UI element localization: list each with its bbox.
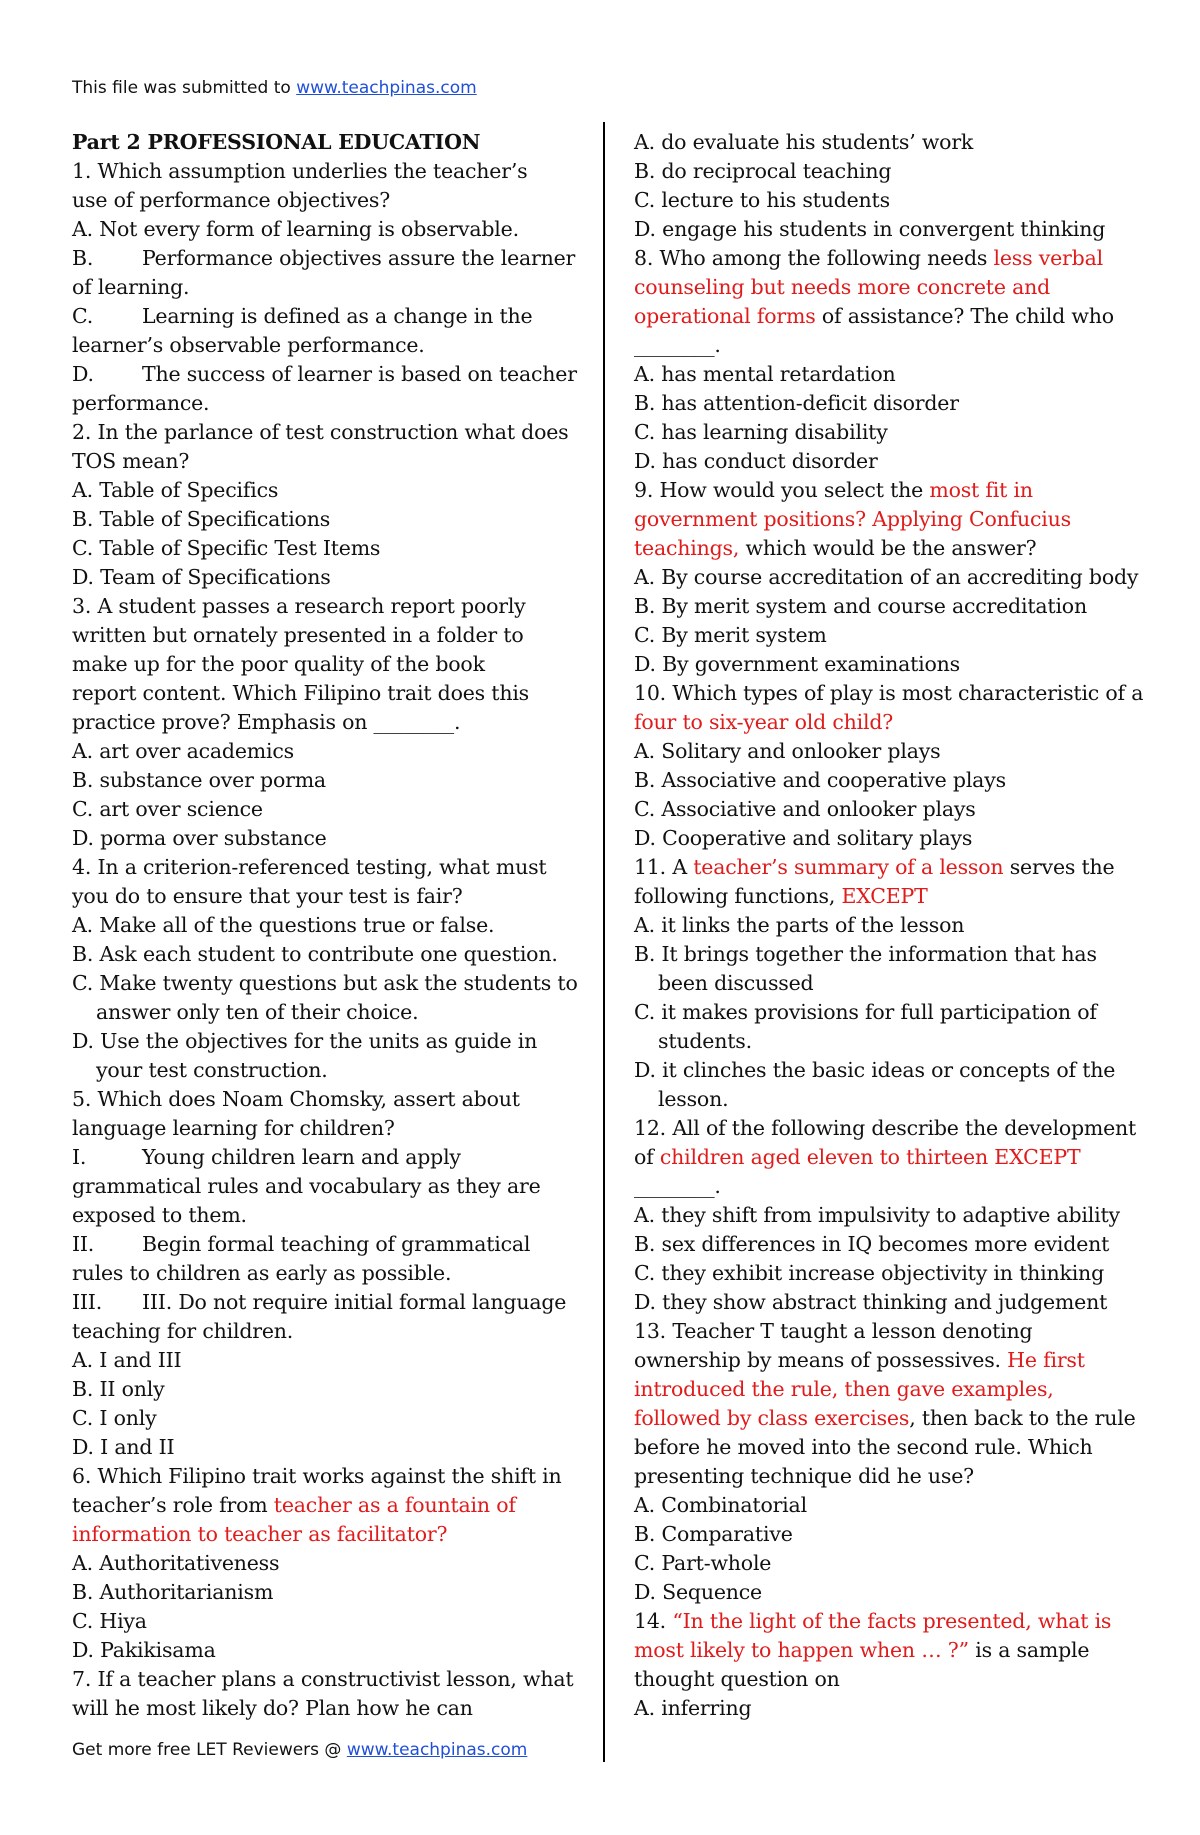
- highlighted-text: less verbal: [993, 246, 1103, 270]
- text-line: [72, 1433, 572, 1462]
- item-marker: I.: [72, 1145, 87, 1169]
- item-marker: C.: [72, 304, 94, 328]
- line-text: C. they exhibit increase objectivity in thinking: [634, 1261, 1104, 1285]
- line-text: B. Associative and cooperative plays: [634, 768, 1006, 792]
- highlighted-text: “In the light of the facts presented, what is: [672, 1609, 1112, 1633]
- text-line: [634, 186, 1154, 215]
- line-text: III. Do not require initial formal language: [142, 1290, 567, 1314]
- highlighted-text: teacher’s summary of a lesson: [693, 855, 1004, 879]
- highlighted-text: counseling but needs more concrete and: [634, 275, 1051, 299]
- right-column: [634, 128, 1154, 1723]
- line-text: D. I and II: [72, 1435, 175, 1459]
- text-line: [634, 940, 1154, 969]
- left-column: [72, 128, 578, 1723]
- line-text: teaching for children.: [72, 1319, 294, 1343]
- text-line: [72, 853, 572, 882]
- text-line: [72, 1491, 572, 1520]
- line-text: A. Combinatorial: [634, 1493, 807, 1517]
- line-text: B. Table of Specifications: [72, 507, 331, 531]
- text-line: [72, 1143, 572, 1172]
- line-text: presenting technique did he use?: [634, 1464, 974, 1488]
- text-line: [72, 882, 572, 911]
- line-text: ________.: [634, 333, 721, 357]
- text-line: [72, 476, 572, 505]
- line-text: A. do evaluate his students’ work: [634, 130, 974, 154]
- text-line: [634, 1259, 1154, 1288]
- line-text: 3. A student passes a research report poorly: [72, 594, 526, 618]
- line-text: C. Table of Specific Test Items: [72, 536, 381, 560]
- line-text: exposed to them.: [72, 1203, 247, 1227]
- highlighted-text: government positions? Applying Confucius: [634, 507, 1071, 531]
- text-line: [634, 1201, 1154, 1230]
- line-text: 9. How would you select the: [634, 478, 930, 502]
- text-line: [72, 1578, 572, 1607]
- text-line: [634, 1462, 1154, 1491]
- line-text: 8. Who among the following needs: [634, 246, 994, 270]
- page-footer: [72, 1740, 527, 1760]
- text-line: [72, 1230, 572, 1259]
- text-line: [72, 1665, 572, 1694]
- item-marker: III.: [72, 1290, 103, 1314]
- line-text: , then back to the rule: [909, 1406, 1136, 1430]
- text-line: [634, 766, 1154, 795]
- line-text: D. Pakikisama: [72, 1638, 216, 1662]
- text-line: [72, 592, 572, 621]
- line-text: Learning is defined as a change in the: [142, 304, 533, 328]
- text-line: [72, 737, 572, 766]
- highlighted-text: information to teacher as facilitator?: [72, 1522, 448, 1546]
- line-text: thought question on: [634, 1667, 840, 1691]
- line-text: C. has learning disability: [634, 420, 888, 444]
- text-line: [634, 1549, 1154, 1578]
- line-text: TOS mean?: [72, 449, 190, 473]
- line-text: B. Ask each student to contribute one question.: [72, 942, 558, 966]
- line-text: A. has mental retardation: [634, 362, 896, 386]
- line-text: D. By government examinations: [634, 652, 961, 676]
- text-line: [72, 824, 572, 853]
- highlighted-text: children aged eleven to thirteen EXCEPT: [659, 1145, 1081, 1169]
- line-text: 6. Which Filipino trait works against the shift in: [72, 1464, 562, 1488]
- line-text: report content. Which Filipino trait does this: [72, 681, 530, 705]
- text-line: [634, 1114, 1154, 1143]
- line-text: C. I only: [72, 1406, 157, 1430]
- text-line: [634, 360, 1154, 389]
- text-line: [634, 795, 1154, 824]
- highlighted-text: most fit in: [929, 478, 1033, 502]
- text-line: [634, 1375, 1154, 1404]
- text-line: [72, 1346, 572, 1375]
- footer-text: Get more free LET Reviewers @: [72, 1740, 347, 1760]
- line-text: C. Make twenty questions but ask the students to: [72, 971, 578, 995]
- text-line: [72, 1056, 572, 1085]
- text-line: [72, 1114, 572, 1143]
- text-line: [634, 389, 1154, 418]
- line-text: answer only ten of their choice.: [96, 1000, 419, 1024]
- line-text: Young children learn and apply: [142, 1145, 461, 1169]
- text-line: [634, 1665, 1154, 1694]
- text-line: [72, 302, 572, 331]
- text-line: [72, 563, 572, 592]
- line-text: D. engage his students in convergent thinking: [634, 217, 1106, 241]
- line-text: 14.: [634, 1609, 673, 1633]
- text-line: [634, 853, 1154, 882]
- text-line: [72, 418, 572, 447]
- text-line: [72, 1201, 572, 1230]
- line-text: D. it clinches the basic ideas or concepts of the: [634, 1058, 1116, 1082]
- line-text: B. substance over porma: [72, 768, 326, 792]
- text-line: [634, 1520, 1154, 1549]
- footer-link[interactable]: www.teachpinas.com: [346, 1740, 528, 1760]
- line-text: A. I and III: [72, 1348, 182, 1372]
- text-line: [72, 331, 572, 360]
- text-line: [634, 157, 1154, 186]
- text-line: [72, 1317, 572, 1346]
- text-line: [634, 1433, 1154, 1462]
- text-line: [72, 795, 572, 824]
- line-text: 13. Teacher T taught a lesson denoting: [634, 1319, 1033, 1343]
- header-text: This file was submitted to: [72, 78, 297, 98]
- line-text: Part 2 PROFESSIONAL EDUCATION: [72, 130, 481, 154]
- text-line: [72, 1694, 572, 1723]
- text-line: [634, 1491, 1154, 1520]
- text-line: [72, 1404, 572, 1433]
- line-text: Performance objectives assure the learner: [142, 246, 576, 270]
- line-text: written but ornately presented in a folder to: [72, 623, 524, 647]
- text-line: [72, 1172, 572, 1201]
- line-text: B. has attention-deficit disorder: [634, 391, 959, 415]
- text-line: [72, 128, 572, 157]
- line-text: B. II only: [72, 1377, 165, 1401]
- text-line: [72, 447, 572, 476]
- text-line: [72, 360, 577, 389]
- line-text: rules to children as early as possible.: [72, 1261, 452, 1285]
- text-line: [72, 273, 572, 302]
- line-text: your test construction.: [96, 1058, 328, 1082]
- text-line: [72, 534, 572, 563]
- line-text: C. Part-whole: [634, 1551, 772, 1575]
- text-line: [634, 563, 1154, 592]
- line-text: B. do reciprocal teaching: [634, 159, 892, 183]
- line-text: students.: [658, 1029, 752, 1053]
- line-text: 12. All of the following describe the development: [634, 1116, 1137, 1140]
- text-line: [72, 215, 572, 244]
- line-text: D. Cooperative and solitary plays: [634, 826, 973, 850]
- line-text: D. has conduct disorder: [634, 449, 878, 473]
- text-line: [72, 766, 572, 795]
- line-text: been discussed: [658, 971, 814, 995]
- text-line: [634, 621, 1154, 650]
- text-line: [634, 476, 1154, 505]
- highlighted-text: operational forms: [634, 304, 816, 328]
- line-text: D. they show abstract thinking and judgement: [634, 1290, 1108, 1314]
- text-line: [72, 1462, 572, 1491]
- text-line: [634, 998, 1154, 1027]
- text-line: [634, 650, 1154, 679]
- line-text: B. sex differences in IQ becomes more evident: [634, 1232, 1110, 1256]
- text-line: [634, 1172, 1154, 1201]
- line-text: will he most likely do? Plan how he can: [72, 1696, 473, 1720]
- line-text: D. Use the objectives for the units as guide in: [72, 1029, 538, 1053]
- text-line: [72, 1027, 572, 1056]
- text-line: [634, 1230, 1154, 1259]
- text-line: [72, 157, 572, 186]
- highlighted-text: He first: [1007, 1348, 1085, 1372]
- text-line: [72, 505, 572, 534]
- text-line: [72, 679, 572, 708]
- text-line: [72, 969, 578, 998]
- text-line: [634, 302, 1154, 331]
- text-line: [72, 1375, 572, 1404]
- text-line: [634, 1346, 1154, 1375]
- line-text: 4. In a criterion-referenced testing, what must: [72, 855, 547, 879]
- text-line: [72, 1288, 572, 1317]
- line-text: of: [634, 1145, 660, 1169]
- highlighted-text: teacher as a fountain of: [273, 1493, 516, 1517]
- text-line: [72, 1636, 572, 1665]
- text-line: [634, 969, 1154, 998]
- line-text: is a sample: [968, 1638, 1090, 1662]
- line-text: D. Sequence: [634, 1580, 762, 1604]
- line-text: language learning for children?: [72, 1116, 395, 1140]
- line-text: A. Authoritativeness: [72, 1551, 280, 1575]
- text-line: [72, 244, 576, 273]
- text-line: [634, 708, 1154, 737]
- item-marker: II.: [72, 1232, 95, 1256]
- line-text: grammatical rules and vocabulary as they are: [72, 1174, 541, 1198]
- text-line: [634, 882, 1154, 911]
- line-text: following functions,: [634, 884, 842, 908]
- text-line: [634, 505, 1154, 534]
- line-text: ownership by means of possessives.: [634, 1348, 1008, 1372]
- line-text: B. It brings together the information that has: [634, 942, 1097, 966]
- line-text: which would be the answer?: [739, 536, 1037, 560]
- text-line: [72, 621, 572, 650]
- line-text: 11. A: [634, 855, 694, 879]
- text-line: [634, 418, 1154, 447]
- text-line: [634, 1578, 1154, 1607]
- text-line: [634, 447, 1154, 476]
- line-text: make up for the poor quality of the book: [72, 652, 485, 676]
- highlighted-text: most likely to happen when … ?”: [634, 1638, 969, 1662]
- text-line: [72, 1085, 572, 1114]
- text-line: [634, 1085, 1154, 1114]
- line-text: 1. Which assumption underlies the teacher’s: [72, 159, 528, 183]
- line-text: lesson.: [658, 1087, 729, 1111]
- line-text: A. art over academics: [72, 739, 294, 763]
- line-text: A. inferring: [634, 1696, 752, 1720]
- text-line: [72, 1549, 572, 1578]
- line-text: A. they shift from impulsivity to adaptive ability: [634, 1203, 1120, 1227]
- text-line: [634, 592, 1154, 621]
- text-line: [634, 1607, 1154, 1636]
- text-line: [634, 1694, 1154, 1723]
- line-text: 5. Which does Noam Chomsky, assert about: [72, 1087, 520, 1111]
- header-link[interactable]: www.teachpinas.com: [296, 78, 477, 98]
- text-line: [634, 737, 1154, 766]
- line-text: C. lecture to his students: [634, 188, 890, 212]
- line-text: B. Authoritarianism: [72, 1580, 274, 1604]
- line-text: A. By course accreditation of an accrediting body: [634, 565, 1139, 589]
- line-text: C. art over science: [72, 797, 263, 821]
- text-line: [634, 215, 1154, 244]
- line-text: 10. Which types of play is most characteristic of a: [634, 681, 1144, 705]
- highlighted-text: introduced the rule, then gave examples,: [634, 1377, 1054, 1401]
- text-line: [72, 708, 572, 737]
- text-line: [72, 1520, 572, 1549]
- text-line: [634, 534, 1154, 563]
- text-line: [634, 273, 1154, 302]
- text-line: [634, 1056, 1154, 1085]
- text-line: [72, 940, 572, 969]
- line-text: A. Solitary and onlooker plays: [634, 739, 941, 763]
- text-line: [634, 1027, 1154, 1056]
- text-line: [634, 1636, 1154, 1665]
- text-line: [72, 389, 572, 418]
- line-text: A. it links the parts of the lesson: [634, 913, 965, 937]
- text-line: [634, 1288, 1154, 1317]
- line-text: use of performance objectives?: [72, 188, 391, 212]
- page-header: [72, 78, 477, 98]
- text-line: [72, 998, 572, 1027]
- text-line: [72, 1607, 572, 1636]
- line-text: learner’s observable performance.: [72, 333, 425, 357]
- text-line: [634, 128, 1154, 157]
- highlighted-text: four to six-year old child?: [634, 710, 894, 734]
- text-line: [634, 1317, 1154, 1346]
- text-line: [634, 1404, 1154, 1433]
- line-text: you do to ensure that your test is fair?: [72, 884, 463, 908]
- line-text: C. it makes provisions for full participation of: [634, 1000, 1097, 1024]
- text-line: [634, 244, 1154, 273]
- text-line: [634, 911, 1154, 940]
- line-text: B. Comparative: [634, 1522, 793, 1546]
- text-line: [72, 186, 572, 215]
- line-text: ________.: [634, 1174, 721, 1198]
- line-text: of assistance? The child who: [815, 304, 1114, 328]
- line-text: D. porma over substance: [72, 826, 327, 850]
- line-text: A. Table of Specifics: [72, 478, 279, 502]
- column-divider: [603, 122, 605, 1762]
- line-text: B. By merit system and course accreditation: [634, 594, 1087, 618]
- line-text: serves the: [1003, 855, 1115, 879]
- text-line: [634, 824, 1154, 853]
- text-line: [72, 1259, 572, 1288]
- line-text: A. Make all of the questions true or false.: [72, 913, 495, 937]
- highlighted-text: EXCEPT: [841, 884, 928, 908]
- line-text: 2. In the parlance of test construction what does: [72, 420, 569, 444]
- text-line: [72, 911, 572, 940]
- line-text: C. Hiya: [72, 1609, 147, 1633]
- text-line: [634, 331, 1154, 360]
- item-marker: D.: [72, 362, 94, 386]
- item-marker: B.: [72, 246, 94, 270]
- line-text: Begin formal teaching of grammatical: [142, 1232, 531, 1256]
- line-text: performance.: [72, 391, 210, 415]
- line-text: D. Team of Specifications: [72, 565, 331, 589]
- highlighted-text: followed by class exercises: [634, 1406, 910, 1430]
- line-text: C. Associative and onlooker plays: [634, 797, 976, 821]
- line-text: before he moved into the second rule. Which: [634, 1435, 1093, 1459]
- line-text: The success of learner is based on teacher: [142, 362, 577, 386]
- line-text: 7. If a teacher plans a constructivist lesson, what: [72, 1667, 574, 1691]
- text-line: [634, 1143, 1154, 1172]
- line-text: practice prove? Emphasis on ________.: [72, 710, 461, 734]
- text-line: [72, 650, 572, 679]
- line-text: C. By merit system: [634, 623, 827, 647]
- text-line: [634, 679, 1154, 708]
- line-text: A. Not every form of learning is observable.: [72, 217, 519, 241]
- highlighted-text: teachings,: [634, 536, 740, 560]
- line-text: of learning.: [72, 275, 190, 299]
- line-text: teacher’s role from: [72, 1493, 274, 1517]
